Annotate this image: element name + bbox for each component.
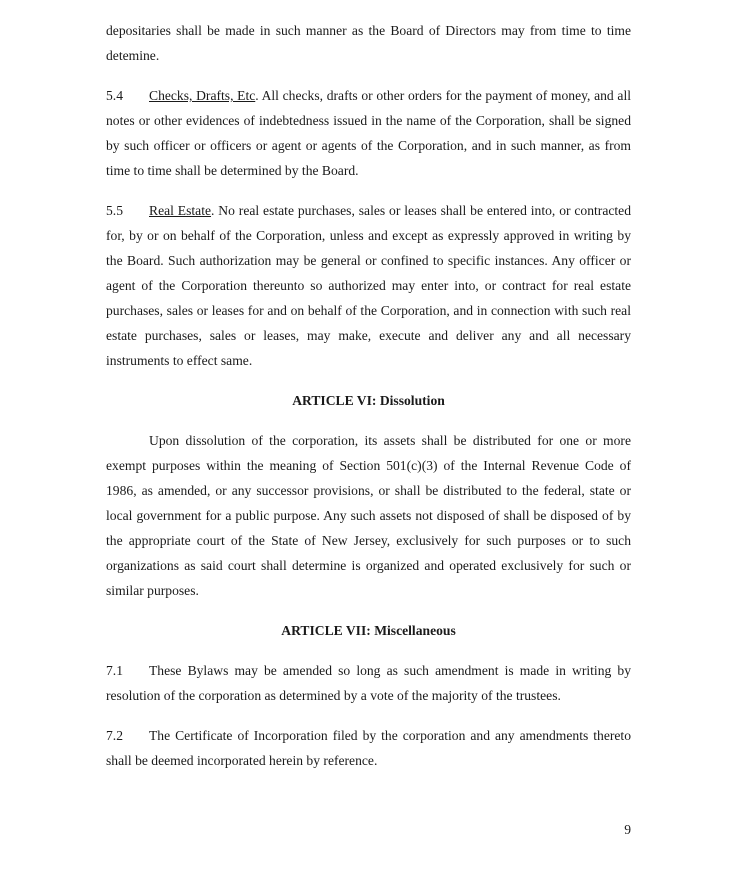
- continued-paragraph: depositaries shall be made in such manner as the Board of Directors may from time to time detemine.: [106, 23, 631, 63]
- article-6-paragraph: Upon dissolution of the corporation, its assets shall be distributed for one or more exempt purposes within the meaning of Section 501(c)(3) of the Internal Revenue Code of 1986, as amended, or any successor provisions, or shall be distributed to the federal, state or local government for a public purpose. Any such assets not disposed of shall be disposed of by the appropriate court of the State of New Jersey, exclusively for such purposes or to such organizations as said court shall determine is organized and operated exclusively for such or similar purposes.: [106, 433, 631, 598]
- document-page: [106, 18, 631, 773]
- article-7-title: ARTICLE VII: Miscellaneous: [281, 623, 456, 638]
- article-6-title: ARTICLE VI: Dissolution: [292, 393, 445, 408]
- section-5-4: [106, 83, 631, 183]
- page-number: 9: [624, 822, 631, 837]
- section-number: 5.4: [106, 88, 123, 103]
- section-heading: Real Estate: [149, 203, 212, 218]
- section-7-1: [106, 658, 631, 708]
- section-heading: Checks, Drafts, Etc: [149, 88, 256, 103]
- section-number: 7.2: [106, 728, 123, 743]
- section-number: 5.5: [106, 203, 123, 218]
- section-number: 7.1: [106, 663, 123, 678]
- section-text: These Bylaws may be amended so long as such amendment is made in writing by resolution of the corporation as determined by a vote of the majority of the trustees.: [106, 663, 631, 703]
- section-text: The Certificate of Incorporation filed by the corporation and any amendments thereto shall be deemed incorporated herein by reference.: [106, 728, 631, 768]
- section-text: . No real estate purchases, sales or leases shall be entered into, or contracted for, by or on behalf of the Corporation, unless and except as expressly approved in writing by the Board. Such authorization may be general or confined to specific instances. Any officer or agent of the Corporation thereunto so authorized may enter into, or contract for real estate purchases, sales or leases for and on behalf of the Corporation, and in connection with such real estate purchases, sales or leases, may make, execute and deliver any and all necessary instruments to effect same.: [106, 203, 631, 368]
- section-7-2: [106, 723, 631, 773]
- section-5-5: [106, 198, 631, 373]
- section-text: . All checks, drafts or other orders for the payment of money, and all notes or other evidences of indebtedness issued in the name of the Corporation, shall be signed by such officer or officers or agent or agents of the Corporation, and in such manner, as from time to time shall be determined by the Board.: [106, 88, 631, 178]
